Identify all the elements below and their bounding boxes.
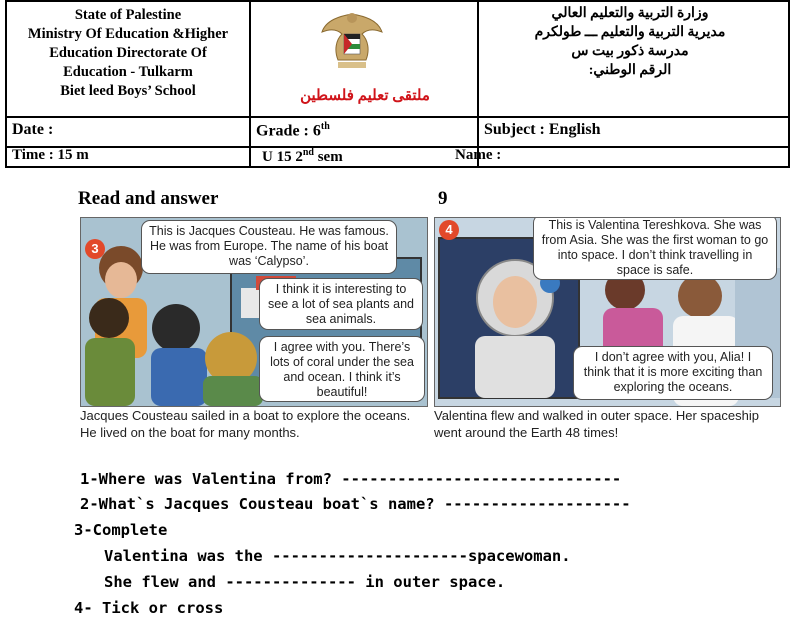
arabic-line: وزارة التربية والتعليم العالي <box>551 6 709 21</box>
arabic-line: مدرسة ذكور بيت س <box>571 44 689 59</box>
grade-text: Grade : 6 <box>256 122 321 140</box>
subject-label: Subject : English <box>484 121 601 138</box>
question-3: 3-Complete <box>74 521 168 539</box>
unit-label <box>262 147 343 166</box>
panel-tereshkova <box>434 217 781 407</box>
panel-number-badge: 4 <box>439 220 459 240</box>
header-divider <box>477 2 479 166</box>
unit-sup: nd <box>302 147 314 158</box>
question-4: 4- Tick or cross <box>74 599 224 617</box>
question-3a: Valentina was the ---------------------spacewoman. <box>104 547 571 565</box>
palestine-eagle-logo <box>318 6 386 76</box>
date-label: Date : <box>12 121 54 138</box>
panel-caption: Jacques Cousteau sailed in a boat to explore the oceans. He lived on the boat for many months. <box>80 408 411 440</box>
school-info-english <box>8 6 248 101</box>
page-number: 9 <box>438 188 448 209</box>
english-line: State of Palestine <box>74 7 182 23</box>
question-2: 2-What`s Jacques Cousteau boat`s name? -------------------- <box>80 495 631 513</box>
unit-text: U 15 2 <box>262 149 303 165</box>
panel-number-badge: 3 <box>85 239 105 259</box>
logo-caption: ملتقى تعليم فلسطين <box>300 88 430 104</box>
header-divider <box>249 2 251 166</box>
speech-bubble: This is Valentina Tereshkova. She was from Asia. She was the first woman to go into space. I don’t think travelling in space is safe. <box>533 217 777 280</box>
grade-label <box>256 121 330 140</box>
header-rule <box>7 146 788 148</box>
english-line: Education - Tulkarm <box>63 64 193 80</box>
question-1: 1-Where was Valentina from? ------------------------------ <box>80 470 622 488</box>
grade-sup: th <box>320 121 330 132</box>
english-line: Biet leed Boys’ School <box>60 83 196 99</box>
question-3b: She flew and -------------- in outer space. <box>104 573 506 591</box>
speech-bubble: This is Jacques Cousteau. He was famous. He was from Europe. The name of his boat was ‘Calypso’. <box>141 220 397 274</box>
section-title: Read and answer <box>78 188 219 209</box>
arabic-line: مديرية التربية والتعليم ـــ طولكرم <box>534 25 726 40</box>
school-info-arabic <box>480 4 780 80</box>
speech-bubble: I don’t agree with you, Alia! I think that it is more exciting than exploring the oceans. <box>573 346 773 400</box>
speech-bubble: I think it is interesting to see a lot of sea plants and sea animals. <box>259 278 423 330</box>
name-label: Name : <box>455 147 502 163</box>
english-line: Education Directorate Of <box>49 45 207 61</box>
panel-caption: Valentina flew and walked in outer space. Her spaceship went around the Earth 48 times! <box>434 408 759 440</box>
speech-bubble: I agree with you. There’s lots of coral under the sea and ocean. I think it’s beautiful! <box>259 336 425 402</box>
panel-cousteau <box>80 217 428 407</box>
arabic-line: الرقم الوطني: <box>588 63 672 78</box>
english-line: Ministry Of Education &Higher <box>27 26 229 42</box>
unit-suffix: sem <box>313 149 343 165</box>
time-label: Time : 15 m <box>12 147 89 163</box>
header-rule <box>7 116 788 118</box>
